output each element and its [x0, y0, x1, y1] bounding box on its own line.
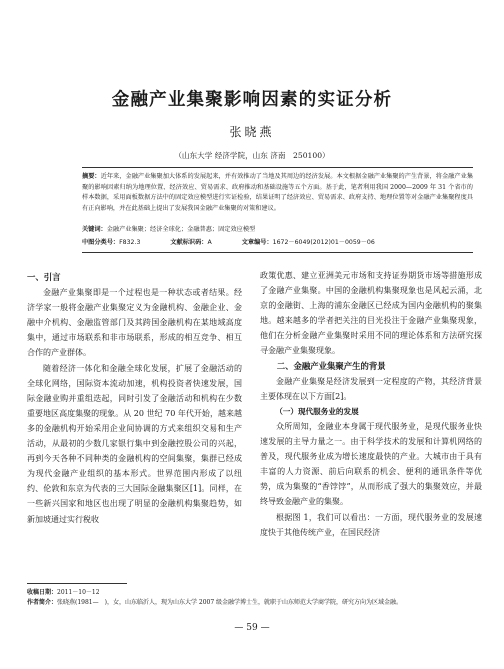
- footnote: [27, 588, 482, 608]
- abstract-body: 近年来，金融产业集聚加大体系的发展起来，并有效推动了当地及其周边的经济发展。本文根据金融产业集聚的产生背景，将金融产业集聚的影响因素归纳为地理位置、经济效应、贸易需求、政府推动和基础设施等五个方面。基于此，笔者利用我国 2000—2009 年 31 个省市的样本数据，采用面板数据方法中的固定效应模型进行实证检验，结果证明了经济效应、贸易需求、政府支持、地理位置等对金融产业集聚程度具有正向影响，并在此基础上提出了发展我国金融产业集聚的对策和建议。: [82, 173, 474, 212]
- paragraph: 根据图 1，我们可以看出：一方面，现代服务业的发展速度快于其他传统产业，在国民经济: [260, 512, 482, 537]
- paragraph: 政策优惠、建立亚洲美元市场和支持证券期货市场等措施形成了金融产业集聚。中国的金融机构集聚现象也是风起云涌，北京的金融街、上海的浦东金融区已经成为国内金融机构的聚集地。越来越多的学者把关注的目光投注于金融产业集聚现象，他们在分析金融产业集聚时采用不同的理论体系和方法研究探寻金融产业集聚现象。: [260, 271, 482, 356]
- right-column: [260, 268, 482, 540]
- section-heading-introduction: 一、引言: [27, 272, 61, 282]
- paragraph: 随着经济一体化和金融全球化发展，扩展了金融活动的全球化网络，国际资本流动加速，机构投资者快速发展，国际金融业购并重组迭起，同时引发了金融活动和机构在少数重要地区高度集聚的现象。从 20 世纪 70 年代开始，越来越多的金融机构开始采用企业间协调的方式来组织交易和生产活动，从最初的少数几家银行集中到金融控股公司的兴起，再到今天各种不同种类的金融机构的空间集聚，集群已经成为现代金融产业组织的基本形式。世界范围内形成了以纽约、伦敦和东京为代表的三大国际金融集聚区[1]。同样，在一些新兴国家和地区也出现了明显的金融机构集聚趋势，如新加坡通过实行税收: [27, 363, 242, 524]
- left-column: [27, 270, 242, 527]
- page-number: — 59 —: [234, 623, 270, 633]
- paragraph: 金融产业集聚是经济发展到一定程度的产物，其经济背景主要体现在以下方面[2]。: [260, 376, 482, 401]
- footnote-rule: [27, 583, 127, 584]
- author-bio: 作者简介：张晓燕(1981— )，女，山东临沂人，现为山东大学 2007 级金融学博士生，就职于山东师范大学商学院，研究方向为区域金融。: [27, 599, 403, 606]
- received-date: 收稿日期：2011－10－12: [27, 589, 100, 596]
- paragraph: 金融产业集聚即是一个过程也是一种状态或者结果。经济学家一般将金融产业集聚定义为金融机构、金融企业、金融中介机构、金融监管部门及其跨国金融机构在某地域高度集中，通过市场联系和非市场联系，形成的相互竞争、相互合作的产业群体。: [27, 288, 242, 358]
- paper-title: 金融产业集聚影响因素的实证分析: [111, 90, 393, 110]
- classification-line: [82, 237, 473, 246]
- author-name: 张晓燕: [229, 125, 275, 139]
- abstract-bottom-rule: [82, 252, 473, 253]
- clc-code: 中图分类号：F832.3: [82, 239, 141, 246]
- section-heading-background: 二、金融产业集聚产生的背景: [276, 360, 386, 371]
- keywords-line: [82, 224, 473, 233]
- paragraph: 众所周知，金融业本身属于现代服务业，是现代服务业快速发展的主导力量之一。由于科学技术的发展和计算机网络的普及，现代服务业成为增长速度最快的产业。大城市由于具有丰富的人力资源、前后向联系的机会、便利的通讯条件等优势，成为集聚的“香饽饽”，从而形成了强大的集聚效应，并最终导致金融产业的集聚。: [260, 421, 482, 507]
- keywords-label: 关键词：: [82, 226, 107, 233]
- abstract-top-rule: [82, 167, 473, 168]
- affiliation: （山东大学 经济学院，山东 济南 250100）: [174, 151, 330, 160]
- article-number: 文章编号：1672－6049(2012)01－0059－06: [241, 239, 375, 246]
- abstract-label: 摘要：: [82, 173, 101, 180]
- subsection-heading: （一）现代服务业的发展: [275, 406, 359, 416]
- keywords: 金融产业集聚；经济全球化；金融普惠；固定效应模型: [106, 226, 256, 233]
- abstract-text: [82, 172, 473, 214]
- document-code: 文献标识码：A: [170, 239, 212, 246]
